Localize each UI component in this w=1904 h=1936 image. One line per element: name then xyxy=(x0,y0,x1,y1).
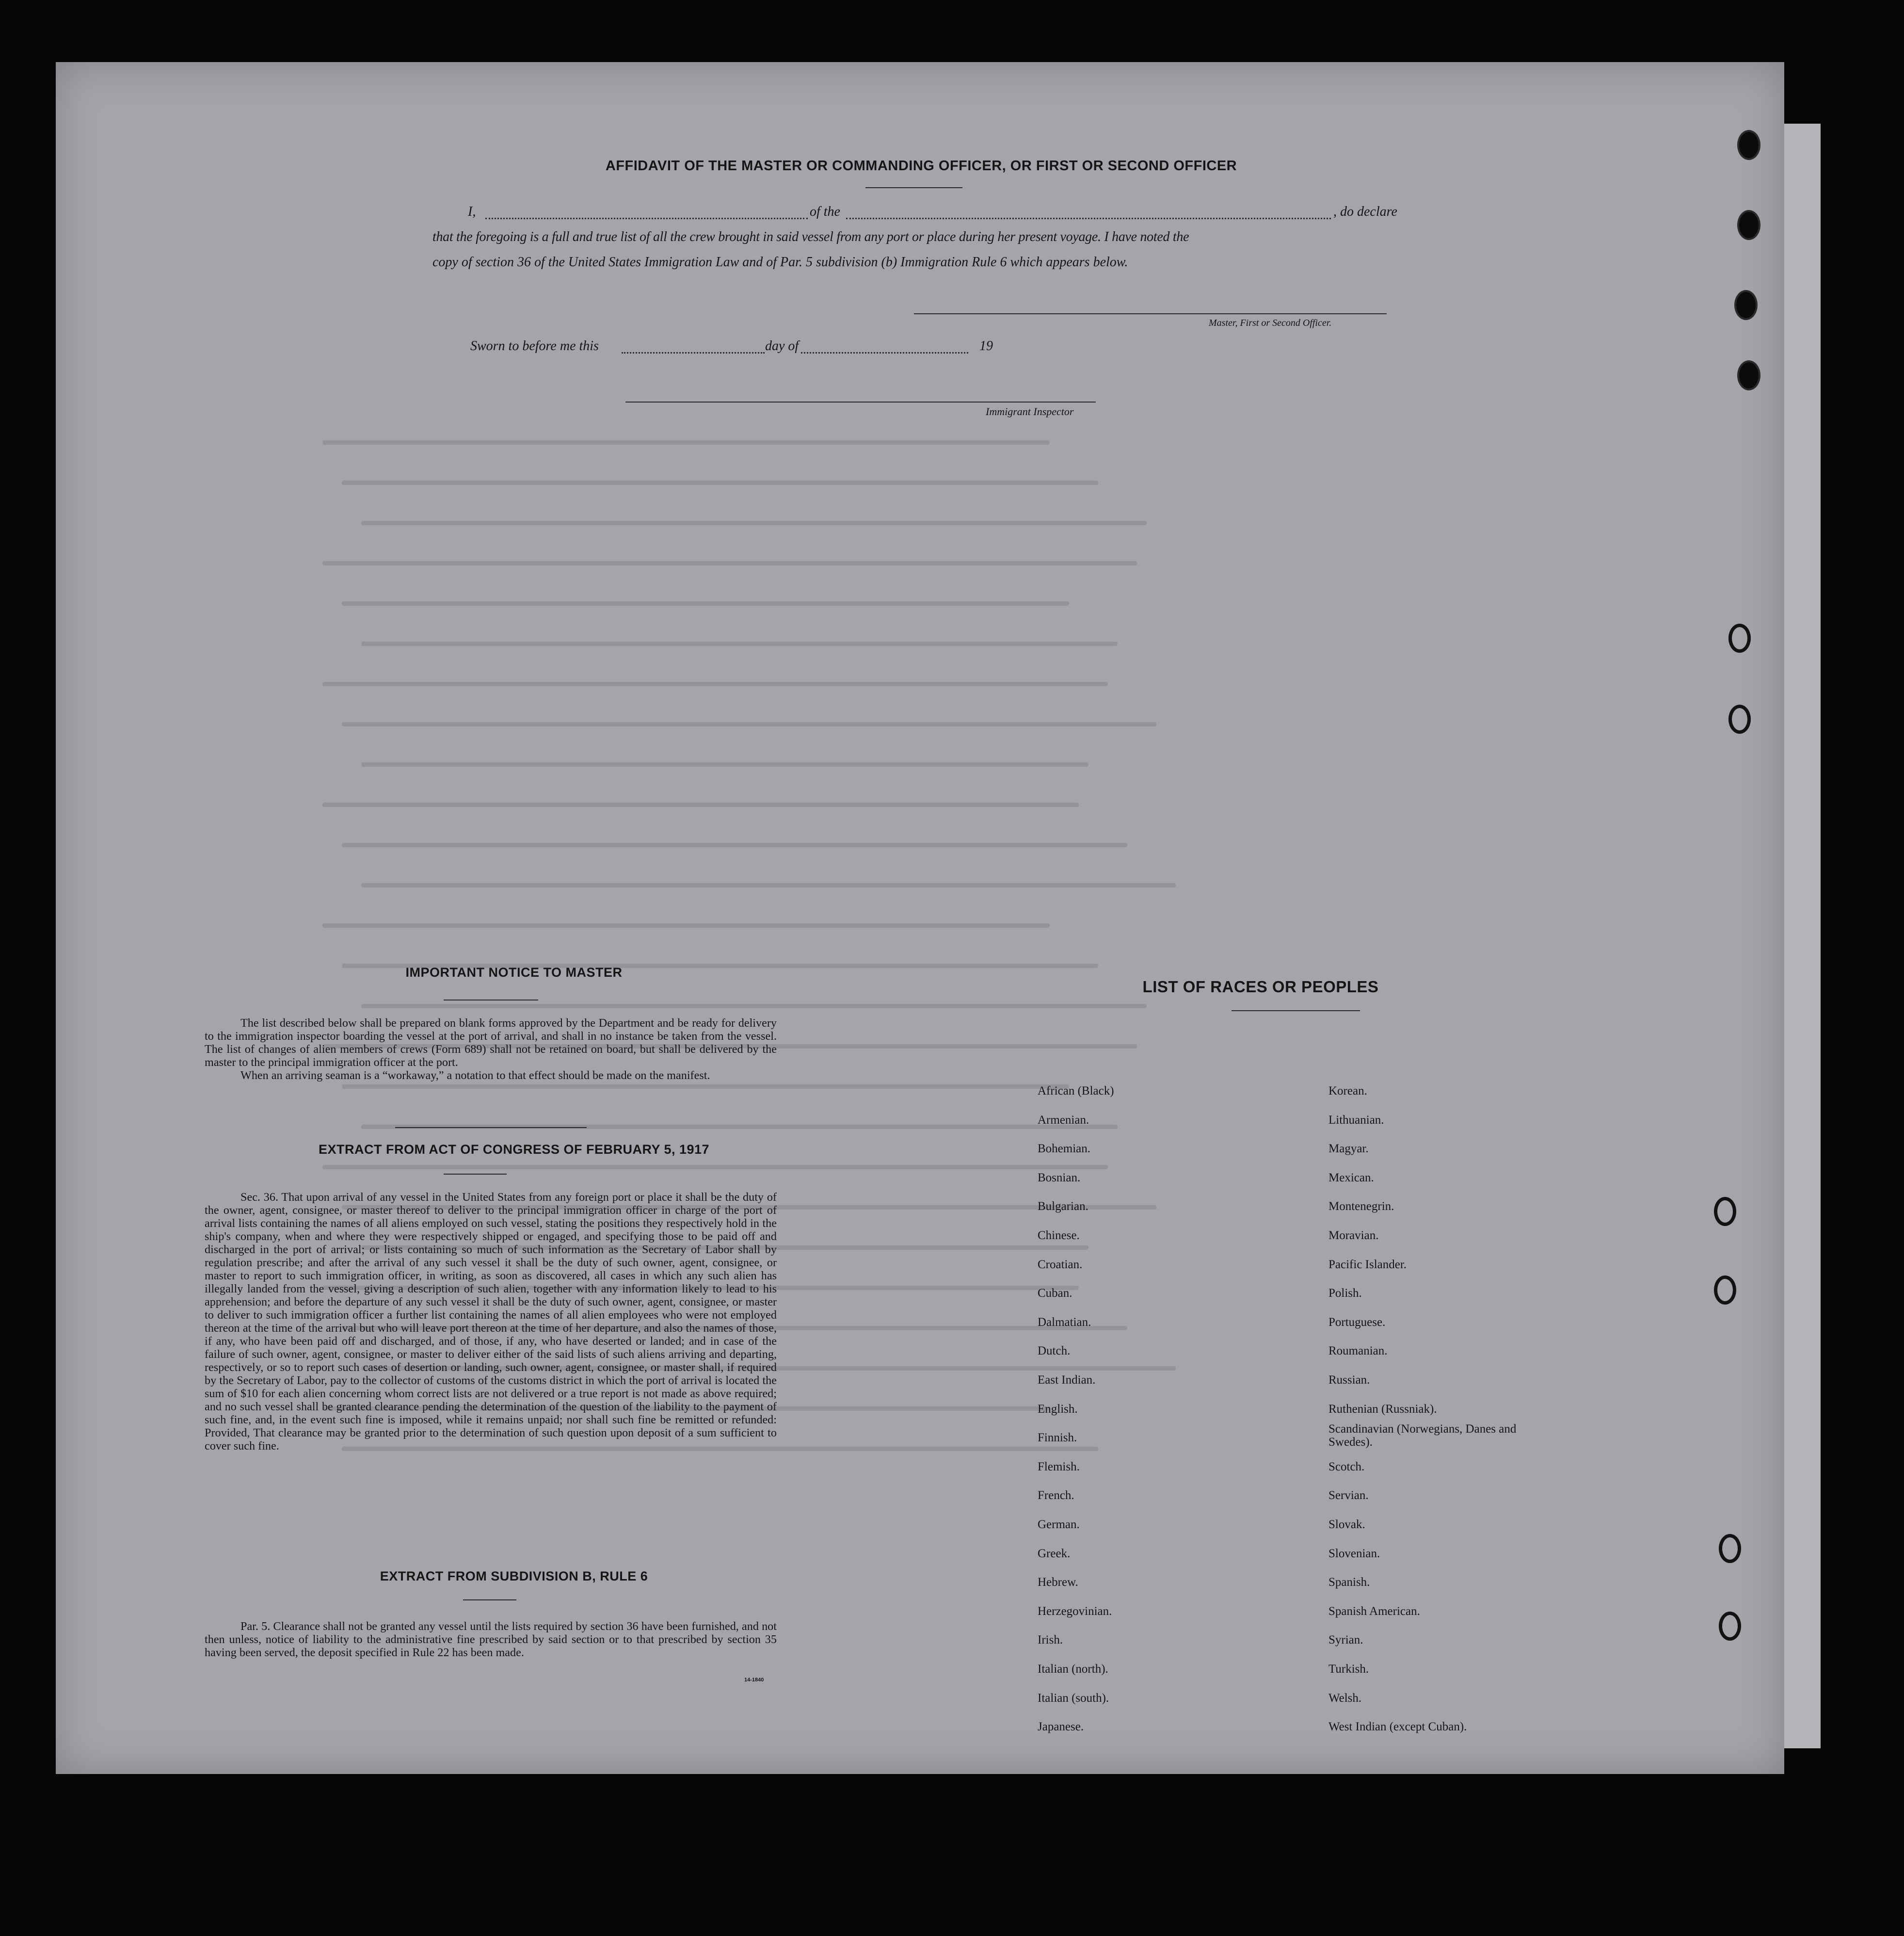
punch-hole-3 xyxy=(1734,290,1758,320)
race-item-left: Italian (south). xyxy=(1038,1691,1109,1705)
master-signature-label: Master, First or Second Officer. xyxy=(1209,318,1332,328)
race-item-right: Lithuanian. xyxy=(1328,1113,1384,1127)
bleed-row xyxy=(322,803,1079,807)
race-item-left: Irish. xyxy=(1038,1633,1063,1647)
par-5-text: Par. 5. Clearance shall not be granted any vessel until the lists required by section 36 have been furnished, and not then unless, notice of liability to the administrative fine prescribed by said section or to that prescribed by section 35 having been served, the deposit specified in Rule 22 has been made. xyxy=(205,1620,777,1659)
race-item-right: Polish. xyxy=(1328,1287,1362,1300)
extract-act-text xyxy=(205,1191,777,1452)
notice-paragraph-2: When an arriving seaman is a “workaway,” a notation to that effect should be made on the manifest. xyxy=(240,1069,710,1082)
inspector-signature-line[interactable] xyxy=(625,402,1096,403)
race-item-right: Korean. xyxy=(1328,1084,1367,1097)
day-of-text: day of xyxy=(765,339,799,354)
race-item-right: Mexican. xyxy=(1328,1171,1374,1184)
affidavit-declare: , do declare xyxy=(1333,204,1397,219)
race-item-right: Pacific Islander. xyxy=(1328,1258,1407,1271)
race-item-left: Bosnian. xyxy=(1038,1171,1081,1184)
race-item-left: Cuban. xyxy=(1038,1287,1072,1300)
bleed-row xyxy=(342,481,1098,485)
race-item-right: Slovak. xyxy=(1328,1518,1365,1531)
race-item-right: Russian. xyxy=(1328,1373,1370,1387)
race-item-left: Herzegovinian. xyxy=(1038,1604,1112,1618)
race-item-right: Magyar. xyxy=(1328,1142,1369,1156)
race-item-right: Turkish. xyxy=(1328,1662,1369,1676)
race-item-left: African (Black) xyxy=(1038,1084,1114,1097)
binding-ring-1 xyxy=(1728,624,1751,653)
race-item-right: Scotch. xyxy=(1328,1460,1365,1473)
extract-act-title-rule xyxy=(444,1174,507,1175)
bleed-row xyxy=(342,843,1127,847)
notice-title: IMPORTANT NOTICE TO MASTER xyxy=(405,965,623,980)
extract-rule-text xyxy=(205,1620,777,1659)
extract-act-title: EXTRACT FROM ACT OF CONGRESS OF FEBRUARY 5, 1917 xyxy=(318,1142,710,1157)
affidavit-of-the: of the xyxy=(810,204,840,219)
affidavit-title-rule xyxy=(865,187,962,188)
bleed-row xyxy=(342,722,1156,726)
races-title-rule xyxy=(1232,1010,1360,1011)
race-item-left: Greek. xyxy=(1038,1547,1071,1560)
race-item-right: Spanish American. xyxy=(1328,1604,1420,1618)
bleed-row xyxy=(361,883,1176,887)
affidavit-line1 xyxy=(468,204,1452,221)
race-item-left: German. xyxy=(1038,1518,1080,1531)
race-item-left: Italian (north). xyxy=(1038,1662,1108,1676)
race-item-right: Portuguese. xyxy=(1328,1315,1386,1329)
sworn-text: Sworn to before me this xyxy=(470,339,599,354)
vessel-blank[interactable] xyxy=(846,218,1331,219)
punch-hole-1 xyxy=(1737,130,1760,160)
bleed-row xyxy=(322,1165,1108,1169)
bleed-row xyxy=(342,1084,1069,1089)
bleed-row xyxy=(361,642,1118,646)
extract-rule-title-rule xyxy=(463,1599,516,1600)
race-item-left: Dalmatian. xyxy=(1038,1315,1091,1329)
race-item-left: Finnish. xyxy=(1038,1431,1077,1445)
binding-ring-3 xyxy=(1714,1197,1736,1226)
extract-rule-title: EXTRACT FROM SUBDIVISION B, RULE 6 xyxy=(380,1569,648,1583)
race-item-right: Montenegrin. xyxy=(1328,1200,1394,1213)
race-item-right: West Indian (except Cuban). xyxy=(1328,1720,1467,1734)
race-item-left: Croatian. xyxy=(1038,1258,1083,1271)
race-item-left: English. xyxy=(1038,1402,1078,1416)
affidavit-title: AFFIDAVIT OF THE MASTER OR COMMANDING OFFICER, OR FIRST OR SECOND OFFICER xyxy=(605,158,1237,174)
sworn-month-blank[interactable] xyxy=(801,352,968,354)
form-number: 14-1840 xyxy=(744,1677,764,1683)
master-signature-line[interactable] xyxy=(914,313,1387,314)
notice-text xyxy=(205,1016,777,1082)
section-36-text: Sec. 36. That upon arrival of any vessel in the United States from any foreign port or place it shall be the duty of the owner, agent, consignee, or master thereof to deliver to the principal immigration officer in charge of the port of arrival lists containing the names of all aliens employed on such vessel, stating the positions they respectively hold in the ship's company, when and where they were respectively shipped or engaged, and specifying those to be paid off and discharged in the port of arrival; or lists containing so much of such information as the Secretary of Labor shall by regulation prescribe; and after the arrival of any such vessel it shall be the duty of such owner, agent, consignee, or master to report to such immigration officer, in writing, as soon as discovered, all cases in which any such alien has illegally landed from the vessel, giving a description of such alien, together with any information likely to lead to his apprehension; and before the departure of any such vessel it shall be the duty of such owner, agent, consignee, or master to deliver to such immigration officer a further list containing the names of all alien employees who were not employed thereon at the time of the arrival but who will leave port thereon at the time of her departure, and also the names of those, if any, who have been paid off and discharged, and of those, if any, who have deserted or landed; and in case of the failure of such owner, agent, consignee, or master to deliver either of the said lists of such aliens arriving and departing, respectively, or so to report such cases of desertion or landing, such owner, agent, consignee, or master shall, if required by the Secretary of Labor, pay to the collector of customs of the customs district in which the port of arrival is located the sum of $10 for each alien concerning whom correct lists are not delivered or a true report is not made as above required; and no such vessel shall be granted clearance pending the determination of the question of the liability to the payment of such fine, and, in the event such fine is imposed, while it remains unpaid; nor shall such fine be remitted or refunded: Provided, That clearance may be granted prior to the determination of such question upon deposit of a sum sufficient to cover such fine. xyxy=(205,1191,777,1452)
affidavit-i: I, xyxy=(468,204,476,219)
affidavit-line3: copy of section 36 of the United States Immigration Law and of Par. 5 subdivision (b) Immigration Rule 6 which appears below. xyxy=(432,255,1128,270)
race-item-left: Hebrew. xyxy=(1038,1576,1078,1589)
year-prefix: 19 xyxy=(979,339,993,354)
race-item-right: Scandinavian (Norwegians, Danes and Swedes). xyxy=(1328,1422,1517,1449)
race-item-left: Chinese. xyxy=(1038,1229,1080,1242)
races-title: LIST OF RACES OR PEOPLES xyxy=(1142,978,1379,996)
form-sheet xyxy=(56,62,1784,1774)
bleed-row xyxy=(342,601,1069,606)
race-item-right: Servian. xyxy=(1328,1489,1369,1502)
race-item-right: Moravian. xyxy=(1328,1229,1379,1242)
binding-ring-2 xyxy=(1728,705,1751,734)
binding-ring-5 xyxy=(1719,1534,1741,1563)
name-blank[interactable] xyxy=(485,218,808,219)
notice-paragraph-1: The list described below shall be prepared on blank forms approved by the Department and be ready for delivery to the immigration inspector boarding the vessel at the port of arrival, and shall in no instance be taken from the vessel. The list of changes of alien members of crews (Form 689) shall not be retained on board, but shall be delivered by the master to the principal immigration officer at the port. xyxy=(205,1016,777,1069)
race-item-right: Slovenian. xyxy=(1328,1547,1380,1560)
inspector-label: Immigrant Inspector xyxy=(986,405,1074,418)
race-item-right: Spanish. xyxy=(1328,1576,1370,1589)
race-item-right: Roumanian. xyxy=(1328,1344,1388,1358)
section-divider xyxy=(395,1127,587,1128)
bleed-row xyxy=(361,762,1088,767)
race-item-right: Welsh. xyxy=(1328,1691,1362,1705)
bleed-row xyxy=(322,440,1050,445)
race-item-left: Bohemian. xyxy=(1038,1142,1091,1156)
sworn-day-blank[interactable] xyxy=(622,352,765,354)
bleed-row xyxy=(322,923,1050,928)
bleed-row xyxy=(322,561,1137,565)
binding-ring-4 xyxy=(1714,1275,1736,1305)
bleed-row xyxy=(361,521,1147,525)
bleed-through-text xyxy=(56,62,1784,1774)
sworn-line xyxy=(470,339,1149,355)
binding-ring-6 xyxy=(1719,1612,1741,1641)
race-item-left: East Indian. xyxy=(1038,1373,1096,1387)
punch-hole-2 xyxy=(1737,210,1760,240)
race-item-left: Flemish. xyxy=(1038,1460,1080,1473)
race-item-left: Bulgarian. xyxy=(1038,1200,1088,1213)
race-item-left: Japanese. xyxy=(1038,1720,1084,1734)
race-item-left: French. xyxy=(1038,1489,1074,1502)
affidavit-line2: that the foregoing is a full and true list of all the crew brought in said vessel from any port or place during her present voyage. I have noted the xyxy=(432,229,1189,244)
bleed-row xyxy=(322,682,1108,686)
race-item-right: Syrian. xyxy=(1328,1633,1363,1647)
race-item-left: Dutch. xyxy=(1038,1344,1071,1358)
race-item-left: Armenian. xyxy=(1038,1113,1089,1127)
race-item-right: Ruthenian (Russniak). xyxy=(1328,1402,1437,1416)
bleed-row xyxy=(361,1004,1147,1008)
punch-hole-4 xyxy=(1737,360,1760,390)
